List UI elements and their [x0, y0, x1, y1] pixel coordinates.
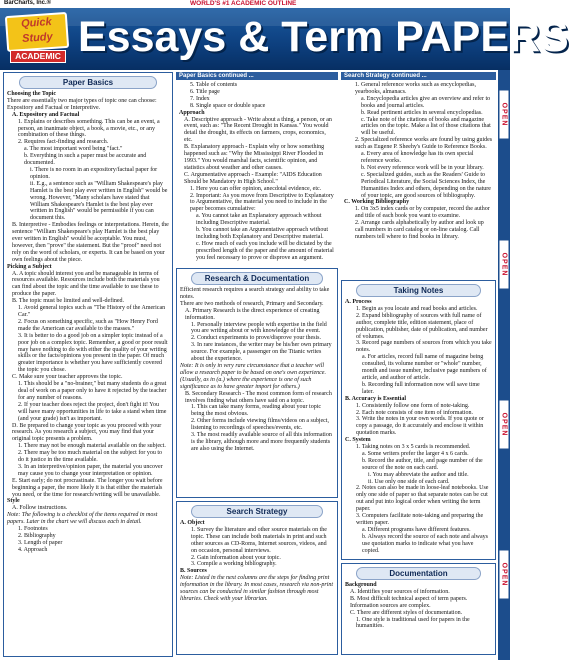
text-line: a. Every area of knowledge has its own special reference works.	[361, 151, 474, 164]
text-line: C. Make sure your teacher approves the topic.	[12, 374, 123, 381]
text-line: 2. Gain information about your topic.	[191, 554, 281, 561]
text-line: 1. Consistently follow one form of note-taking.	[356, 402, 470, 409]
text-line: b. You cannot take an Argumentative approach without including both Explanatory and Descriptive material.	[196, 227, 329, 240]
text-line: 6. Title page	[190, 88, 220, 95]
text-line: 2. Each note consists of one item of information.	[356, 409, 473, 416]
text-line: 3. It is better to do a good job on a simpler topic instead of a poor job on a complex topic. Remember, a good or poor result may have nothing to do with either the quality of your writing skills or the facts/opinions you present in the paper. Of much greater importance is whether you have sufficiently covered the topic you chose.	[18, 332, 168, 374]
section-body	[342, 582, 495, 656]
text-line: E. Start early; do not procrastinate. The longer you wait before beginning a paper, the more likely it is that either the materials you need, or the time for research/writing will be unavailable.	[12, 477, 163, 498]
text-line: b. Record the author, title, and page number of the source of the note on each card.	[362, 457, 483, 471]
text-line: C. There are different styles of documentation.	[350, 609, 463, 616]
research-box	[176, 268, 338, 498]
text-line: 7. Index	[190, 95, 210, 102]
text-line: Note: The following is a checklist of the items required in most papers. Later in the chart we will discuss each in detail.	[7, 512, 158, 526]
text-line: 1. This can take many forms, reading about your topic being the most obvious.	[191, 404, 322, 418]
section-title: Paper Basics	[19, 76, 157, 89]
text-line: 3. Record page numbers of sources from which you take notes.	[356, 340, 492, 354]
text-line: A. Identifies your sources of information.	[350, 588, 450, 595]
section-body	[4, 91, 172, 659]
text-line: A. A topic should interest you and be manageable in terms of resources available. Resources include both the materials you can find about the topic and the time available to use these to produce the paper.	[12, 270, 160, 298]
subheading: B. Accuracy is Essential	[345, 395, 406, 402]
text-line: Note: Listed in the next columns are the steps for finding print information in the library. In most cases, research via non-print sources can be conducted in similar fashion through most libraries. Check with your librarian.	[180, 575, 334, 602]
text-line: a. Encyclopedia articles give an overview and refer to books and journal articles.	[361, 95, 491, 109]
quickstudy-logo	[6, 14, 68, 66]
section-title: Documentation	[356, 567, 481, 580]
logo-line-2: Study	[21, 30, 54, 46]
text-line: There are essentially two major types of topic one can choose: Expository and Factual or Interpretive.	[7, 97, 157, 111]
subheading: C. Working Bibliography	[344, 199, 410, 206]
text-line: B. Secondary Research - The most common form of research involves finding what others have said on a topic.	[185, 390, 332, 404]
subheading: Background	[345, 582, 377, 588]
text-line: 2. Expand bibliography of sources with full name of author, complete title, edition statement, place of publication, publisher, date of publication, and number of volumes.	[356, 312, 488, 340]
text-line: a. Some writers prefer the larger 4 x 6 cards.	[362, 450, 469, 457]
text-line: 2. Important: As you move from Descriptive to Explanatory to Argumentative, the material you need to include in the paper becomes cumulative:	[190, 192, 334, 213]
text-line: b. Read pertinent articles in several encyclopedias.	[361, 109, 483, 116]
column-3	[341, 72, 496, 657]
text-line: c. How much of each you include will be dictated by the prescribed length of the paper and the amount of material you feel necessary to prove or disprove an argument.	[196, 240, 334, 261]
text-line: 2. Notes can also be made in loose-leaf notebooks. Use only one side of paper so that separate notes can be cut out and put into logical order when writing the term paper.	[356, 485, 489, 513]
text-line: 2. Other forms include viewing films/videos on a subject, listening to recordings of speeches/events, etc.	[191, 418, 329, 432]
page-title: Essays & Term PAPERS	[78, 13, 569, 61]
section-title: Research & Documentation	[191, 272, 322, 285]
text-line: C. Argumentative approach - Example: "AIDS Education Should be Mandatory in High School."	[184, 171, 322, 185]
text-line: 2. Conduct experiments to prove/disprove your thesis.	[191, 335, 321, 342]
text-line: D. Be prepared to change your topic as you proceed with your research. As you research a subject, you may find that your original topic presents a problem.	[12, 422, 162, 443]
subheading: B. Sources	[180, 568, 207, 575]
text-line: b. Always record the source of each note and always use quotation marks to indicate what you have copied.	[362, 533, 488, 554]
text-line: 1. This should be a "no-brainer," but many students do a great deal of work on a paper only to have it rejected by the teacher for any number of reasons.	[18, 381, 167, 401]
text-line: 1. General reference works such as encyclopedias, yearbooks, almanacs.	[355, 82, 476, 95]
documentation-box	[341, 563, 496, 655]
top-bar	[0, 0, 510, 8]
text-line: 1. On 3x5 index cards or by computer, record the author and title of each book you want to examine.	[355, 206, 490, 220]
text-line: 1. Footnotes	[18, 526, 48, 533]
subheading: A. Expository and Factual	[12, 111, 80, 118]
open-label: OPEN	[498, 550, 510, 598]
text-line: B. Most difficult technical aspect of term papers. Information sources are complex.	[350, 595, 468, 609]
text-line: 2. Focus on something specific, such as "How Henry Ford made the American car available to the masses."	[18, 318, 158, 332]
text-line: 3. In an interpretive/opinion paper, the material you uncover may cause you to change your interpretation or opinion.	[18, 463, 163, 477]
text-line: ii. E.g., a sentence such as "William Shakespeare's play Hamlet is the best play ever written in English" would be wrong. However, "Many scholars have stated that William Shakespeare's Hamlet is the best play ever written in English" would be permissible if you can document this.	[30, 180, 168, 222]
text-line: 3. Computers facilitate note-taking and preparing the written paper.	[356, 513, 484, 526]
text-line: 1. Avoid general topics such as "The History of the American Car."	[18, 305, 166, 318]
logo-badge	[5, 12, 69, 52]
subheading: Style	[7, 498, 20, 505]
open-label: OPEN	[498, 240, 510, 288]
text-line: B. Explanatory approach - Explain why or how something happened such as: "Why the Mississippi River Flooded in 1993." You would marshal facts, scientific opinion, and statistics about weather and other causes.	[184, 144, 325, 171]
column-2	[176, 72, 338, 657]
text-line: a. For articles, record full name of magazine being consulted, its volume number or "whole" number, month and issue number, inclusive page numbers of article, and author of article.	[362, 354, 487, 381]
continued-label: Paper Basics continued ...	[176, 72, 338, 80]
text-line: i. There is no room in an expository/factual paper for opinion.	[30, 166, 158, 180]
text-line: 1. Explains or describes something. This can be an event, a person, an inanimate object, a book, a movie, etc., or any combination of these things.	[18, 118, 160, 139]
text-line: B. Interpretive - Embodies feelings or interpretations. Herein, the sentence "William Shakespeare's play Hamlet is the best play ever written in English" would be acceptable. You must, however, then "prove" the statement. But the "proof" need not rely on the word of scholars, or experts. It can be based on your own feelings about the piece.	[12, 222, 169, 263]
open-label: OPEN	[498, 90, 510, 138]
text-line: a. The most important word being "fact."	[24, 146, 123, 153]
text-line: Note: It is only in very rare circumstance that a teacher will allow a research paper to be based on one's own experience. (Usually, as in (a.) where the experience is one of such significance as to have greater import for others.)	[180, 362, 326, 390]
text-line: 8. Single space or double space	[190, 102, 266, 109]
logo-line-1: Quick	[20, 15, 53, 31]
text-line: Efficient research requires a search strategy and ability to take notes.	[180, 287, 330, 300]
search-strategy-box	[176, 501, 338, 655]
text-line: 3. Length of paper	[18, 539, 63, 546]
text-line: c. Specialized guides, such as the Readers' Guide to Periodical Literature, the Social Sciences Index, the Humanities Index and others, depending on the nature of your topic, are good sources of bibliography.	[361, 171, 491, 199]
subheading: A. Process	[345, 299, 372, 305]
section-body	[341, 80, 496, 280]
section-body	[342, 299, 495, 561]
continued-label: Search Strategy continued ...	[341, 72, 496, 80]
text-line: 3. Write the notes in your own words. If you quote or copy a passage, do it accurately and enclose it within quotation marks.	[356, 416, 484, 437]
text-line: ii. Use only one side of each card.	[368, 478, 450, 485]
publisher-name: BarCharts, Inc.®	[4, 0, 52, 6]
text-line: B. The topic must be limited and well-defined.	[12, 298, 125, 305]
subheading: Choosing the Topic	[7, 91, 57, 97]
text-line: A. Primary Research is the direct experience of creating information.	[185, 307, 320, 321]
text-line: A. Follow instructions.	[12, 505, 68, 512]
text-line: 1. Survey the literature and other source materials on the topic. These can include both materials in print and such other sources as CD-Roms, Internet sources, videos, and on occasion, personal interviews.	[191, 526, 327, 554]
subheading: C. System	[345, 437, 371, 444]
section-body	[177, 287, 337, 499]
text-line: There are two methods of research, Primary and Secondary.	[180, 300, 324, 307]
text-line: 1. Here you can offer opinion, anecdotal evidence, etc.	[190, 185, 322, 192]
text-line: 2. Specialized reference works are found by using guides such as Eugene P. Sheehy's Guide to Reference Books.	[355, 137, 493, 151]
text-line: 1. One style is traditional used for papers in the humanities.	[356, 616, 470, 630]
text-line: A. Descriptive approach - Write about a thing, a person, or an event, such as: "The Recent Drought in Kansas." You would detail the drought, its effects on farmers, crops, economics, etc.	[184, 116, 332, 144]
text-line: 2. If your teacher does reject the project, don't fight it! You will have many opportunities in life to take a stand when time (and your grade) isn't as important.	[18, 401, 167, 422]
text-line: i. You may abbreviate the author and title.	[368, 471, 469, 478]
text-line: 2. There may be too much material on the subject for you to do it justice in the time available.	[18, 450, 163, 464]
text-line: a. Different programs have different features.	[362, 526, 471, 533]
text-line: 3. Compile a working bibliography.	[191, 561, 277, 568]
text-line: 1. Begin as you locate and read books and articles.	[356, 305, 478, 312]
text-line: 3. The most readily available source of all this information is the library, although more and more frequently students are also using the Internet.	[191, 432, 332, 452]
section-title: Taking Notes	[356, 284, 481, 297]
text-line: 1. Taking notes on 3 x 5 cards is recommended.	[356, 444, 471, 451]
text-line: 4. Approach	[18, 546, 48, 553]
subheading: A. Object	[180, 520, 205, 526]
text-line: c. Take note of the citations of books and magazine articles on the topic. Make a list of those citations that will be useful.	[361, 116, 491, 137]
text-line: 1. Personally interview people with expertise in the field you are writing about or with knowledge of the event.	[191, 321, 327, 335]
subheading: Approach	[179, 109, 205, 116]
text-line: 2. Bibliography	[18, 533, 56, 539]
section-title: Search Strategy	[191, 505, 322, 518]
paper-basics-box	[3, 72, 173, 657]
text-line: 2. Requires fact-finding and research.	[18, 139, 109, 146]
text-line: a. You cannot take an Explanatory approach without including Descriptive material.	[196, 213, 322, 227]
text-line: 3. In rare instances, the writer may be his/her own primary source. For example, a passenger on the Titanic writes about the experience.	[191, 342, 332, 363]
open-label: OPEN	[498, 400, 510, 448]
column-1	[3, 72, 173, 657]
text-line: 1. There may not be enough material available on the subject.	[18, 443, 166, 450]
side-stripe	[498, 70, 510, 660]
section-body	[177, 520, 337, 656]
text-line: b. Not every reference work will be in your library.	[361, 164, 484, 171]
taking-notes-box	[341, 280, 496, 560]
header-banner	[0, 8, 569, 70]
text-line: 2. Arrange cards alphabetically by author and look up call numbers in card catalog or on-line catalog. Call numbers tell where to find books in library.	[355, 220, 484, 240]
tagline: WORLD'S #1 ACADEMIC OUTLINE	[190, 0, 297, 7]
text-line: 5. Table of contents	[190, 82, 238, 88]
text-line: b. Recording full information now will save time later.	[362, 381, 480, 395]
subheading: Picking a Subject	[7, 263, 52, 270]
logo-academic: ACADEMIC	[10, 50, 66, 63]
section-body	[176, 80, 338, 268]
text-line: b. Everything in such a paper must be accurate and documented.	[24, 153, 147, 167]
